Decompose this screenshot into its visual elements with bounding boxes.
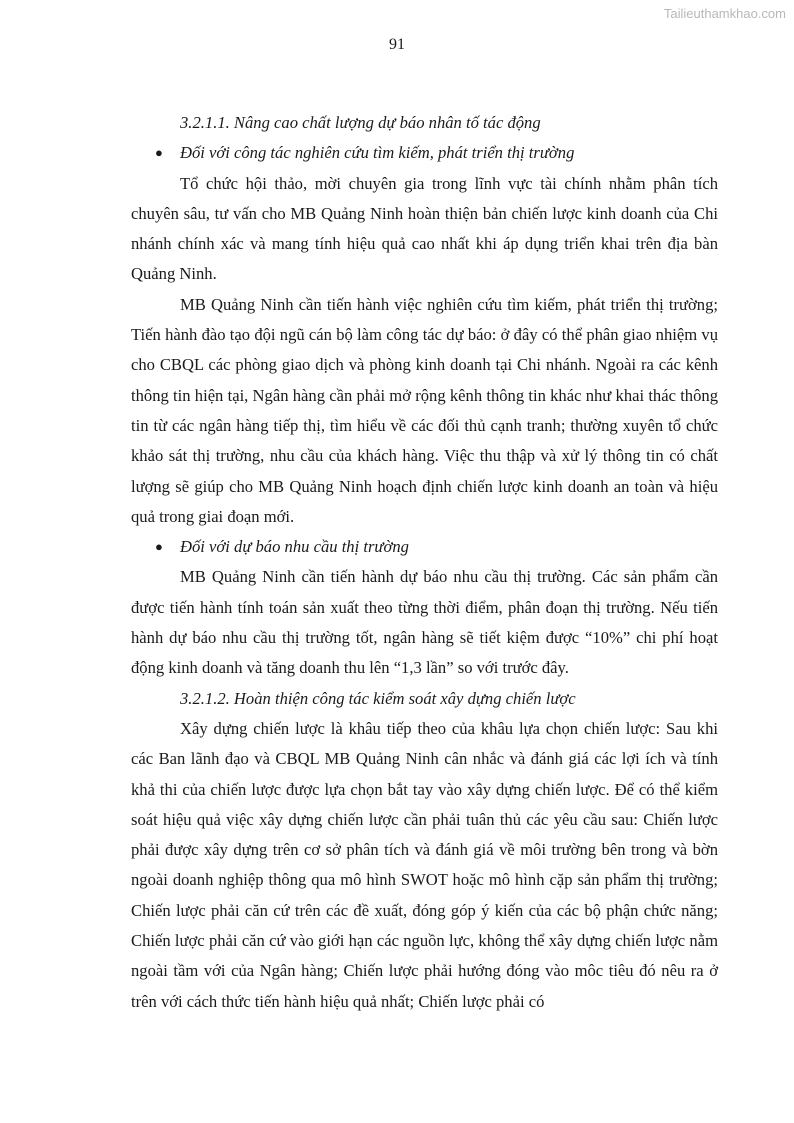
document-body: [131, 108, 718, 1017]
watermark: Tailieuthamkhao.com: [663, 6, 786, 21]
paragraph-workshop: Tổ chức hội thảo, mời chuyên gia trong lĩnh vực tài chính nhằm phân tích chuyên sâu, tư vấn cho MB Quảng Ninh hoàn thiện bản chiến lược kinh doanh của Chi nhánh chính xác và mang tính hiệu quả cao nhất khi áp dụng triển khai trên địa bàn Quảng Ninh.: [131, 173, 718, 284]
paragraph-strategy-control: Xây dựng chiến lược là khâu tiếp theo của khâu lựa chọn chiến lược: Sau khi các Ban lãnh đạo và CBQL MB Quảng Ninh cân nhắc và đánh giá các lợi ích và tính khả thi của chiến lược được lựa chọn bắt tay vào xây dựng chiến lược. Để có thể kiểm soát hiệu quả việc xây dựng chiến lược cần phải tuân thủ các yêu cầu sau: Chiến lược phải được xây dựng trên cơ sở phân tích và đánh giá về môi trường bên trong và bờn ngoài doanh nghiệp thông qua mô hình SWOT hoặc mô hình cặp sản phẩm thị trường; Chiến lược phải căn cứ trên các đề xuất, đóng góp ý kiến của các bộ phận chức năng; Chiến lược phải căn cứ vào giới hạn các nguồn lực, không thể xây dựng chiến lược nằm ngoài tầm với của Ngân hàng; Chiến lược phải hướng đóng vào môc tiêu đó nêu ra ở trên với cách thức tiến hành hiệu quả nhất; Chiến lược phải có: [131, 718, 718, 1011]
bullet-icon: ●: [155, 145, 163, 161]
paragraph-demand-forecast: MB Quảng Ninh cần tiến hành dự báo nhu cầu thị trường. Các sản phẩm cần được tiến hành tính toán sản xuất theo từng thời điểm, phân đoạn thị trường. Nếu tiến hành dự báo nhu cầu thị trường tốt, ngân hàng sẽ tiết kiệm được “10%” chi phí hoạt động kinh doanh và tăng doanh thu lên “1,3 lần” so với trước đây.: [131, 567, 718, 678]
section-heading-3-2-1-1: 3.2.1.1. Nâng cao chất lượng dự báo nhân tố tác động: [180, 113, 541, 132]
page-number: 91: [389, 36, 405, 53]
bullet-icon: ●: [155, 539, 163, 555]
bullet-text: Đối với dự báo nhu cầu thị trường: [180, 537, 409, 557]
paragraph-market-research: MB Quảng Ninh cần tiến hành việc nghiên cứu tìm kiếm, phát triển thị trường; Tiến hành đào tạo đội ngũ cán bộ làm công tác dự báo: ở đây có thể phân giao nhiệm vụ cho CBQL các phòng giao dịch và phòng kinh doanh tại Chi nhánh. Ngoài ra các kênh thông tin hiện tại, Ngân hàng cần phải mở rộng kênh thông tin khác như khai thác thông tin từ các ngân hàng tiếp thị, tìm hiểu về các đối thủ cạnh tranh; thường xuyên tổ chức khảo sát thị trường, nhu cầu của khách hàng. Việc thu thập và xử lý thông tin có chất lượng sẽ giúp cho MB Quảng Ninh hoạch định chiến lược kinh doanh an toàn và hiệu quả trong giai đoạn mới.: [131, 294, 718, 526]
bullet-item-demand-forecast: [131, 532, 718, 562]
bullet-text: Đối với công tác nghiên cứu tìm kiếm, phát triển thị trường: [180, 143, 575, 163]
bullet-item-market-research: [131, 138, 718, 168]
section-heading-3-2-1-2: 3.2.1.2. Hoàn thiện công tác kiểm soát xây dựng chiến lược: [180, 688, 576, 708]
